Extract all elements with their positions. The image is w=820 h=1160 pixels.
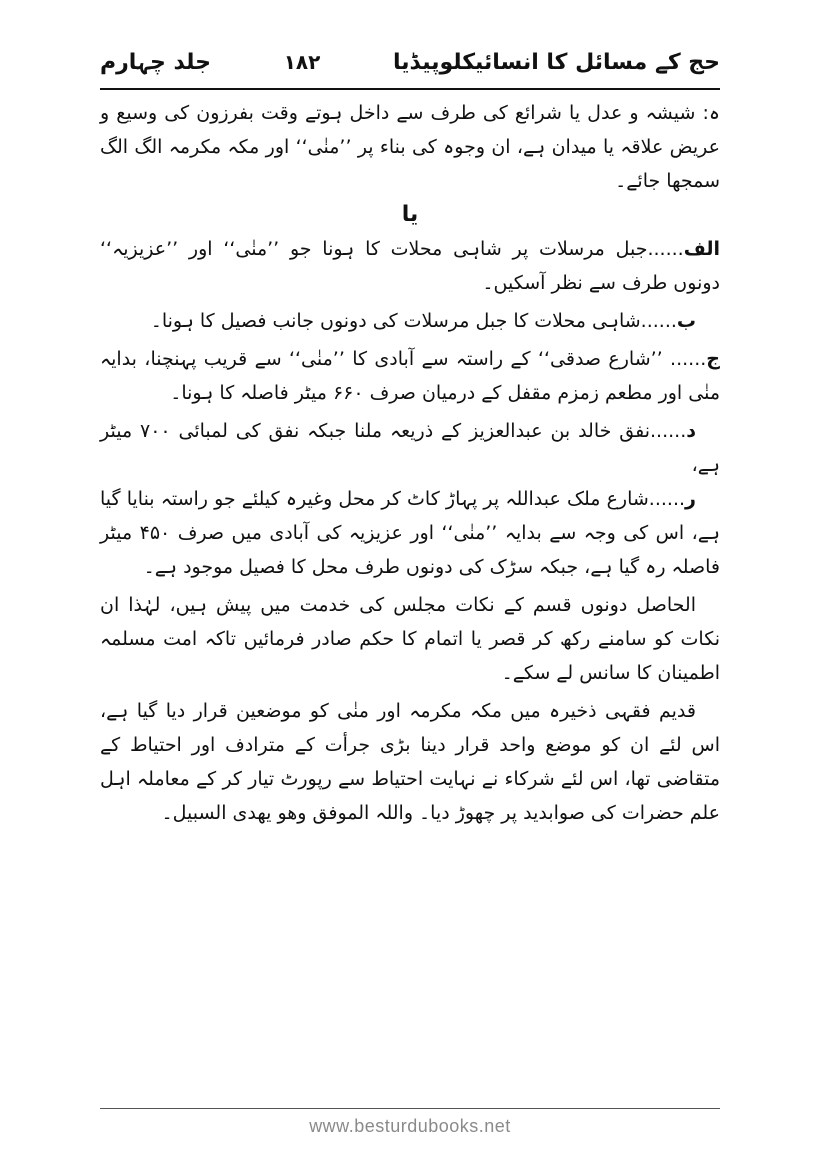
item-be-label: ب <box>676 310 696 332</box>
item-jeem-text: ...... ’’شارع صدقی‘‘ کے راستہ سے آبادی کا ’’منٰی‘‘ سے قریب پہنچنا، بدایہ منٰی اور مطعم زمزم مقفل کے درمیان صرف ۶۶۰ میٹر فاصلہ کا ہونا۔ <box>100 348 720 404</box>
item-jeem <box>100 342 720 410</box>
item-be-text: ......شاہی محلات کا جبل مرسلات کی دونوں جانب فصیل کا ہونا۔ <box>150 310 677 332</box>
item-be <box>100 304 720 338</box>
page-body <box>100 96 720 830</box>
footer-url: www.besturdubooks.net <box>309 1116 511 1136</box>
item-re-label: ر <box>685 488 696 510</box>
footer-rule <box>100 1108 720 1109</box>
item-dal <box>100 414 720 482</box>
final-paragraph: قدیم فقہی ذخیرہ میں مکہ مکرمہ اور منٰی کو موضعین قرار دیا گیا ہے، اس لئے ان کو موضع واحد قرار دینا بڑی جرأت کے مترادف اور احتیاط کے متقاضی تھا، اس لئے شرکاء نے نہایت احتیاط سے رپورٹ تیار کر کے معاملہ اہل علم حضرات کی صوابدید پر چھوڑ دیا۔ واللہ الموفق وھو یھدی السبیل۔ <box>100 700 720 824</box>
item-re <box>100 482 720 584</box>
item-alif <box>100 232 720 300</box>
volume-label: جلد چہارم <box>100 49 212 75</box>
ya-heading: یا <box>401 202 419 227</box>
item-alif-text: ......جبل مرسلات پر شاہی محلات کا ہونا جو ’’منٰی‘‘ اور ’’عزیزیہ‘‘ دونوں طرف سے نظر آسکیں۔ <box>100 238 720 294</box>
item-alif-label: الف <box>683 238 720 260</box>
header-rule <box>100 88 720 90</box>
paragraph-h: ہ: شیشہ و عدل یا شرائع کی طرف سے داخل ہوتے وقت بفرزون کی وسیع و عریض علاقہ یا میدان ہے، ان وجوہ کی بناء پر ’’منٰی‘‘ اور مکہ مکرمہ الگ الگ سمجھا جائے۔ <box>100 102 720 192</box>
item-re-text: ......شارع ملک عبداللہ پر پہاڑ کاٹ کر محل وغیرہ کیلئے جو راستہ بنایا گیا ہے، اس کی وجہ سے بدایہ ’’منٰی‘‘ اور عزیزیہ کی آبادی میں صرف ۴۵۰ میٹر فاصلہ رہ گیا ہے، جبکہ سڑک کی دونوں طرف محل کا فصیل موجود ہے۔ <box>100 488 721 578</box>
book-title: حج کے مسائل کا انسائیکلوپیڈیا <box>393 49 720 75</box>
item-dal-label: د <box>686 420 696 442</box>
page-header <box>100 40 720 84</box>
item-jeem-label: ج <box>706 348 720 370</box>
item-dal-text: ......نفق خالد بن عبدالعزیز کے ذریعہ ملنا جبکہ نفق کی لمبائی ۷۰۰ میٹر ہے، <box>100 420 720 476</box>
page-number: ۱۸۲ <box>283 50 321 74</box>
conclusion-paragraph: الحاصل دونوں قسم کے نکات مجلس کی خدمت میں پیش ہیں، لہٰذا ان نکات کو سامنے رکھ کر قصر یا اتمام کا حکم صادر فرمائیں تاکہ امت مسلمہ اطمینان کا سانس لے سکے۔ <box>100 594 720 684</box>
